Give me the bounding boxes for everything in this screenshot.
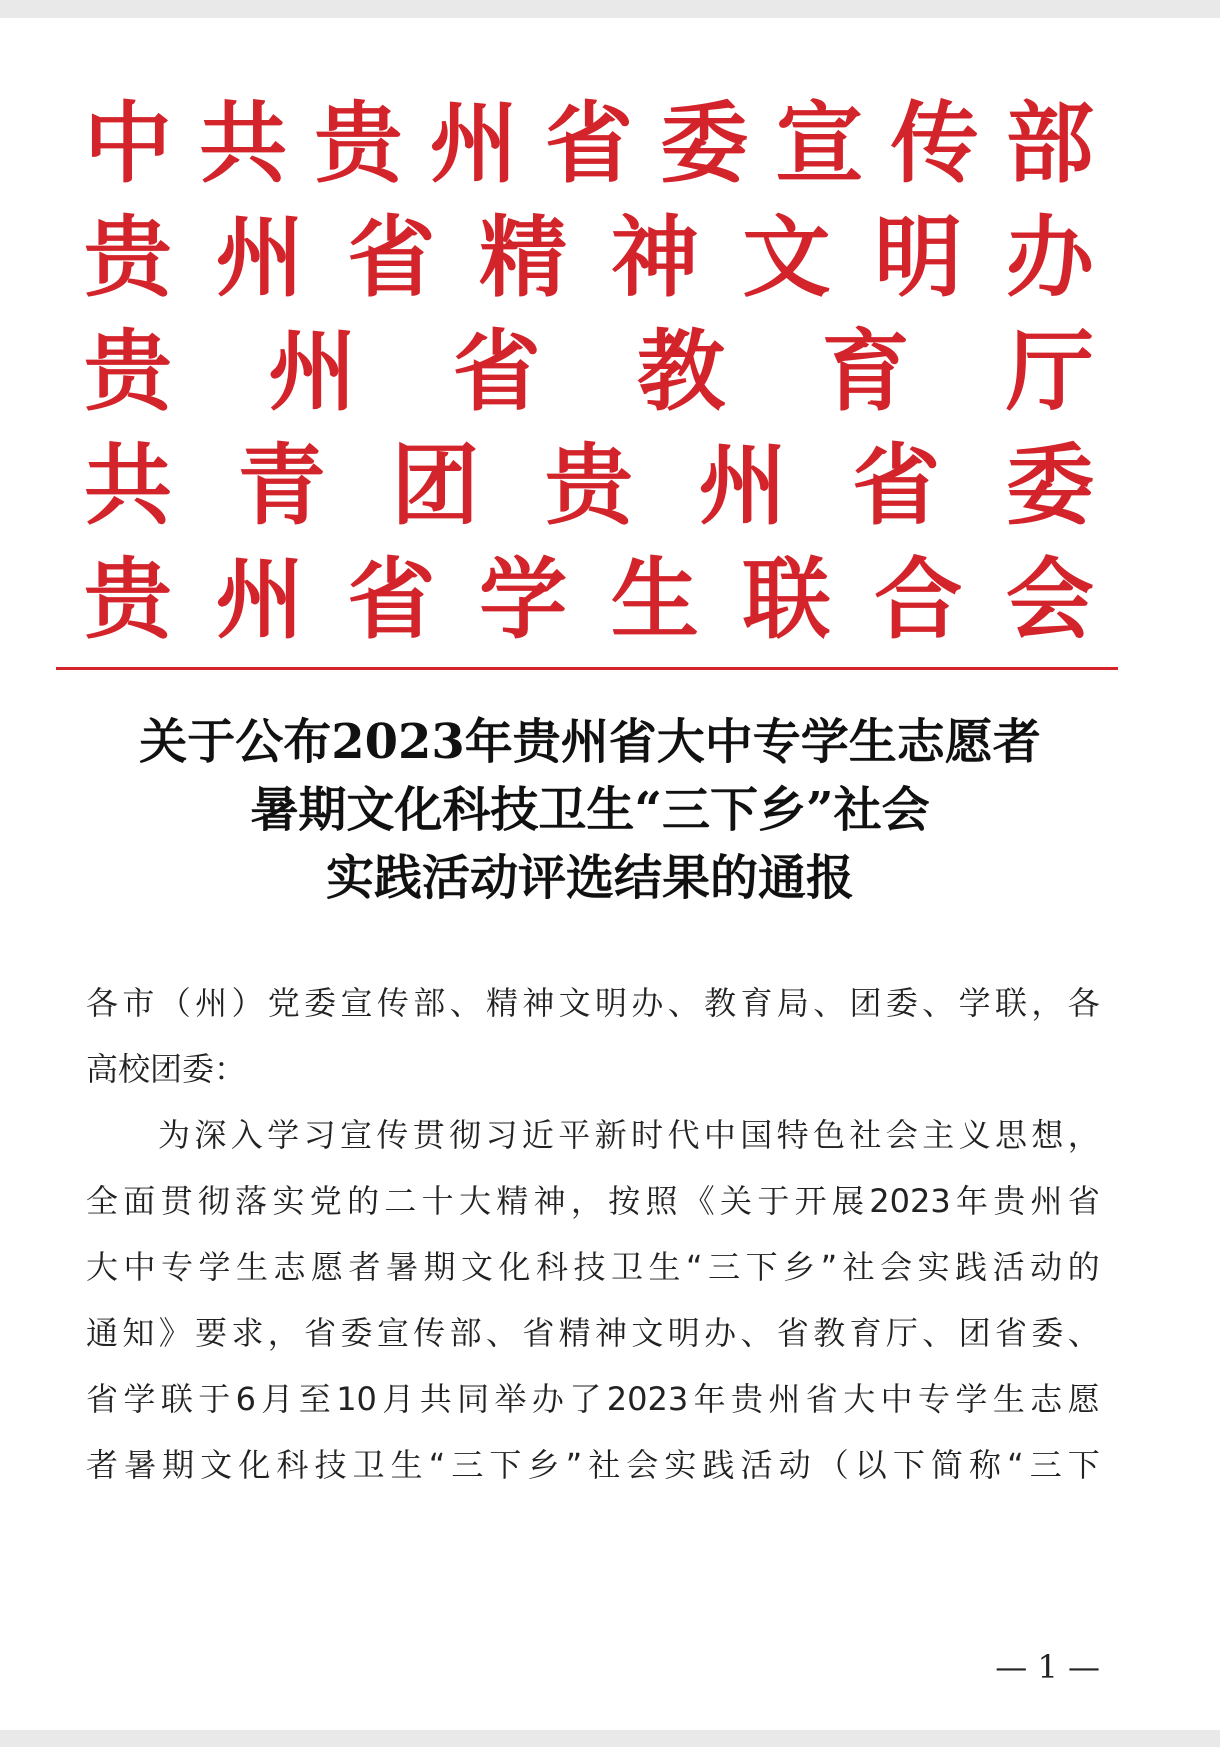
page-number: — 1 — — [995, 1648, 1100, 1686]
body-char: 下 — [892, 1446, 925, 1484]
body-char: 、 — [449, 984, 482, 1022]
body-char: 新 — [594, 1116, 627, 1154]
body-char: 时 — [631, 1116, 664, 1154]
body-char: 学 — [123, 1380, 156, 1418]
body-char: 中 — [123, 1248, 156, 1286]
body-char: 精 — [496, 1182, 529, 1220]
body-char: 办 — [631, 984, 664, 1022]
body-char: 部 — [449, 1314, 482, 1352]
body-char: （ — [816, 1446, 849, 1484]
body-line-6 — [86, 1300, 1100, 1366]
body-char: ） — [231, 984, 264, 1022]
body-char: 彻 — [449, 1116, 482, 1154]
letterhead-char: 宣 — [775, 91, 864, 195]
body-char: 学 — [955, 1380, 988, 1418]
body-char: 入 — [230, 1116, 263, 1154]
body-char: 化 — [238, 1446, 271, 1484]
body-char: 《 — [682, 1182, 715, 1220]
body-char: 》 — [158, 1314, 191, 1352]
body-char: 期 — [423, 1248, 456, 1286]
body-char: 省 — [776, 1314, 809, 1352]
letterhead-line-3 — [84, 314, 1094, 428]
body-char: 乡 — [527, 1446, 560, 1484]
body-char: 团 — [849, 984, 882, 1022]
body-char: 践 — [702, 1446, 735, 1484]
body-char: 育 — [740, 984, 773, 1022]
body-char: 愿 — [1067, 1380, 1100, 1418]
body-char: 社 — [849, 1116, 882, 1154]
letterhead-char: 明 — [874, 205, 963, 309]
title-line-2: 暑期文化科技卫生“三下乡”社会 — [250, 782, 930, 838]
body-char: 部 — [413, 984, 446, 1022]
body-char: 于 — [757, 1182, 790, 1220]
body-char: ” — [820, 1248, 838, 1286]
body-char: 义 — [958, 1116, 991, 1154]
letterhead-char: 学 — [479, 547, 568, 651]
body-char: 文 — [461, 1248, 494, 1286]
body-char: ” — [565, 1446, 583, 1484]
body-char: 贵 — [993, 1182, 1026, 1220]
body-char: 活 — [740, 1446, 773, 1484]
letterhead-char: 委 — [1005, 433, 1094, 537]
body-char: 宣 — [340, 984, 373, 1022]
body-char: 者 — [86, 1446, 119, 1484]
body-char: 习 — [303, 1116, 336, 1154]
body-char: 生 — [236, 1248, 269, 1286]
letterhead-char: 会 — [1005, 547, 1094, 651]
body-char: ， — [570, 1182, 603, 1220]
body-char: 期 — [162, 1446, 195, 1484]
body-char: 照 — [645, 1182, 678, 1220]
body-char: 以 — [854, 1446, 887, 1484]
body-char: 文 — [631, 1314, 664, 1352]
body-char: 委 — [304, 984, 337, 1022]
body-char: 志 — [273, 1248, 306, 1286]
body-char: 暑 — [124, 1446, 157, 1484]
body-char: 开 — [794, 1182, 827, 1220]
body-char: （ — [158, 984, 191, 1022]
body-char: 主 — [922, 1116, 955, 1154]
body-char: 贯 — [160, 1182, 193, 1220]
body-char: 面 — [123, 1182, 156, 1220]
body-char: 乡 — [783, 1248, 816, 1286]
body-char: 市 — [122, 984, 155, 1022]
body-line-4 — [86, 1168, 1100, 1234]
body-char: 的 — [347, 1182, 380, 1220]
title-line-1: 关于公布2023年贵州省大中专学生志愿者 — [139, 714, 1041, 770]
body-char: 、 — [667, 984, 700, 1022]
body-char: 神 — [533, 1182, 566, 1220]
body-char: 三 — [451, 1446, 484, 1484]
body-char: 二 — [384, 1182, 417, 1220]
body-char: 特 — [776, 1116, 809, 1154]
body-char: 思 — [994, 1116, 1027, 1154]
document-page — [0, 18, 1220, 1730]
body-char: 委 — [1031, 1314, 1064, 1352]
letterhead — [84, 86, 1094, 656]
body-char: 省 — [1067, 1182, 1100, 1220]
body-char: “ — [428, 1446, 446, 1484]
letterhead-char: 传 — [890, 91, 979, 195]
body-char: 下 — [1067, 1446, 1100, 1484]
body-char: 按 — [608, 1182, 641, 1220]
body-char: 月 — [261, 1380, 294, 1418]
body-char: 卫 — [611, 1248, 644, 1286]
body-char: 近 — [521, 1116, 554, 1154]
body-char: 通 — [86, 1314, 119, 1352]
body-char: 全 — [86, 1182, 119, 1220]
body-char: “ — [1007, 1446, 1024, 1484]
document-body — [86, 970, 1100, 1498]
body-line-3 — [86, 1102, 1100, 1168]
body-char: 、 — [485, 1314, 518, 1352]
letterhead-char: 贵 — [84, 205, 173, 309]
body-line-1 — [86, 970, 1100, 1036]
letterhead-char: 厅 — [1005, 319, 1094, 423]
body-char: 学 — [958, 984, 991, 1022]
body-char: 贯 — [412, 1116, 445, 1154]
letterhead-char: 青 — [237, 433, 326, 537]
body-char: 精 — [558, 1314, 591, 1352]
body-char: 知 — [122, 1314, 155, 1352]
body-char: 落 — [235, 1182, 268, 1220]
body-char: 社 — [588, 1446, 621, 1484]
body-char: 的 — [1067, 1248, 1100, 1286]
body-char: 贵 — [730, 1380, 763, 1418]
letterhead-char: 生 — [610, 547, 699, 651]
body-char: 要 — [195, 1314, 228, 1352]
body-char: 宣 — [376, 1314, 409, 1352]
letterhead-line-1 — [84, 86, 1094, 200]
body-char: 志 — [1030, 1380, 1063, 1418]
body-char: 党 — [267, 984, 300, 1022]
body-char: 深 — [194, 1116, 227, 1154]
letterhead-char: 贵 — [544, 433, 633, 537]
body-char: 社 — [842, 1248, 875, 1286]
body-char: 色 — [813, 1116, 846, 1154]
body-char: 传 — [376, 984, 409, 1022]
body-char: 传 — [376, 1116, 409, 1154]
body-char: 国 — [740, 1116, 773, 1154]
letterhead-char: 育 — [821, 319, 910, 423]
body-char: 中 — [703, 1116, 736, 1154]
letterhead-line-5 — [84, 542, 1094, 656]
letterhead-char: 贵 — [84, 319, 173, 423]
body-char: 10 — [336, 1380, 377, 1418]
body-char: 科 — [536, 1248, 569, 1286]
body-char: 学 — [267, 1116, 300, 1154]
body-line-2: 高校团委： — [86, 1050, 247, 1088]
letterhead-char: 省 — [544, 91, 633, 195]
body-char: 动 — [778, 1446, 811, 1484]
letterhead-char: 州 — [215, 205, 304, 309]
letterhead-line-2 — [84, 200, 1094, 314]
body-line-8 — [86, 1432, 1100, 1498]
letterhead-char: 联 — [742, 547, 831, 651]
body-char: 实 — [917, 1248, 950, 1286]
body-char: 简 — [930, 1446, 963, 1484]
body-char: 者 — [348, 1248, 381, 1286]
body-char: 年 — [693, 1380, 726, 1418]
body-char: 下 — [745, 1248, 778, 1286]
body-char: 会 — [885, 1116, 918, 1154]
letterhead-char: 合 — [874, 547, 963, 651]
body-char: 习 — [485, 1116, 518, 1154]
letterhead-char: 省 — [347, 547, 436, 651]
letterhead-char: 委 — [660, 91, 749, 195]
body-char: 文 — [200, 1446, 233, 1484]
body-char: 省 — [304, 1314, 337, 1352]
body-char: 中 — [880, 1380, 913, 1418]
body-char: 愿 — [311, 1248, 344, 1286]
letterhead-char: 中 — [84, 91, 173, 195]
document-title — [60, 708, 1120, 912]
body-char: 联 — [160, 1380, 193, 1418]
body-char: 代 — [667, 1116, 700, 1154]
body-char: 下 — [489, 1446, 522, 1484]
body-char: 省 — [805, 1380, 838, 1418]
body-char: 月 — [382, 1380, 415, 1418]
body-char: 办 — [531, 1380, 564, 1418]
body-char: 三 — [1029, 1446, 1062, 1484]
body-char: 十 — [421, 1182, 454, 1220]
body-char: ， — [267, 1314, 300, 1352]
letterhead-char: 省 — [347, 205, 436, 309]
body-char: 大 — [843, 1380, 876, 1418]
body-char: 局 — [776, 984, 809, 1022]
body-char: 会 — [880, 1248, 913, 1286]
letterhead-char: 州 — [268, 319, 357, 423]
body-char: 教 — [813, 1314, 846, 1352]
body-char: 展 — [831, 1182, 864, 1220]
body-char: 明 — [595, 984, 628, 1022]
body-char: 于 — [198, 1380, 231, 1418]
body-char: 为 — [158, 1116, 191, 1154]
letterhead-char: 共 — [84, 433, 173, 537]
body-char: 教 — [704, 984, 737, 1022]
body-char: 科 — [276, 1446, 309, 1484]
body-char: 、 — [813, 984, 846, 1022]
body-char: 厅 — [885, 1314, 918, 1352]
body-char: 至 — [298, 1380, 331, 1418]
body-char: 省 — [86, 1380, 119, 1418]
letterhead-char: 教 — [637, 319, 726, 423]
body-char: 大 — [86, 1248, 119, 1286]
body-char: 化 — [498, 1248, 531, 1286]
letterhead-char: 贵 — [314, 91, 403, 195]
body-char: 年 — [955, 1182, 988, 1220]
body-char: 动 — [1030, 1248, 1063, 1286]
body-char: 各 — [86, 984, 119, 1022]
body-char: 大 — [458, 1182, 491, 1220]
letterhead-char: 精 — [479, 205, 568, 309]
body-char: 举 — [494, 1380, 527, 1418]
body-char: 实 — [664, 1446, 697, 1484]
letterhead-char: 省 — [452, 319, 541, 423]
body-char: 学 — [198, 1248, 231, 1286]
body-char: 专 — [918, 1380, 951, 1418]
body-char: 州 — [768, 1380, 801, 1418]
letterhead-char: 部 — [1005, 91, 1094, 195]
body-char: 卫 — [352, 1446, 385, 1484]
title-line-3: 实践活动评选结果的通报 — [325, 850, 854, 906]
body-char: ， — [1031, 984, 1064, 1022]
body-char: 宣 — [339, 1116, 372, 1154]
letterhead-char: 省 — [852, 433, 941, 537]
body-char: 省 — [994, 1314, 1027, 1352]
letterhead-char: 共 — [199, 91, 288, 195]
body-char: 明 — [667, 1314, 700, 1352]
body-char: 了 — [569, 1380, 602, 1418]
body-char: 委 — [340, 1314, 373, 1352]
body-char: 、 — [922, 984, 955, 1022]
body-char: 三 — [708, 1248, 741, 1286]
body-char: 2023 — [869, 1182, 951, 1220]
body-char: 神 — [595, 1314, 628, 1352]
body-char: 、 — [1067, 1314, 1100, 1352]
body-char: 技 — [573, 1248, 606, 1286]
red-divider-line — [56, 667, 1118, 670]
body-char: 求 — [231, 1314, 264, 1352]
letterhead-char: 贵 — [84, 547, 173, 651]
body-char: 、 — [740, 1314, 773, 1352]
body-char: 彻 — [197, 1182, 230, 1220]
body-char: 办 — [704, 1314, 737, 1352]
body-char: 生 — [992, 1380, 1025, 1418]
body-char: 专 — [161, 1248, 194, 1286]
letterhead-char: 文 — [742, 205, 831, 309]
letterhead-char: 州 — [215, 547, 304, 651]
body-char: 同 — [457, 1380, 490, 1418]
body-char: 生 — [390, 1446, 423, 1484]
body-char: 团 — [958, 1314, 991, 1352]
body-char: 践 — [955, 1248, 988, 1286]
letterhead-line-4 — [84, 428, 1094, 542]
letterhead-char: 州 — [698, 433, 787, 537]
body-char: 育 — [849, 1314, 882, 1352]
body-char: 想 — [1031, 1116, 1064, 1154]
body-char: 州 — [1030, 1182, 1063, 1220]
body-char: 称 — [969, 1446, 1002, 1484]
body-char: 活 — [992, 1248, 1025, 1286]
letterhead-char: 神 — [610, 205, 699, 309]
body-char: 会 — [626, 1446, 659, 1484]
body-char: 文 — [558, 984, 591, 1022]
body-char: ， — [1067, 1116, 1100, 1154]
body-char: 州 — [195, 984, 228, 1022]
body-char: “ — [686, 1248, 703, 1286]
body-char: 传 — [413, 1314, 446, 1352]
body-char: 6 — [235, 1380, 256, 1418]
body-line-7 — [86, 1366, 1100, 1432]
body-char: 平 — [558, 1116, 591, 1154]
body-char: 联 — [994, 984, 1027, 1022]
letterhead-char: 团 — [391, 433, 480, 537]
body-char: 各 — [1067, 984, 1100, 1022]
body-char: 神 — [522, 984, 555, 1022]
body-char: 委 — [885, 984, 918, 1022]
body-char: 暑 — [386, 1248, 419, 1286]
body-char: 生 — [648, 1248, 681, 1286]
body-char: 2023 — [606, 1380, 689, 1418]
body-line-5 — [86, 1234, 1100, 1300]
body-char: 党 — [309, 1182, 342, 1220]
body-char: 共 — [419, 1380, 452, 1418]
body-char: 实 — [272, 1182, 305, 1220]
body-char: 精 — [485, 984, 518, 1022]
body-char: 、 — [922, 1314, 955, 1352]
body-char: 关 — [720, 1182, 753, 1220]
body-char: 技 — [314, 1446, 347, 1484]
body-char: 省 — [522, 1314, 555, 1352]
letterhead-char: 州 — [429, 91, 518, 195]
letterhead-char: 办 — [1005, 205, 1094, 309]
